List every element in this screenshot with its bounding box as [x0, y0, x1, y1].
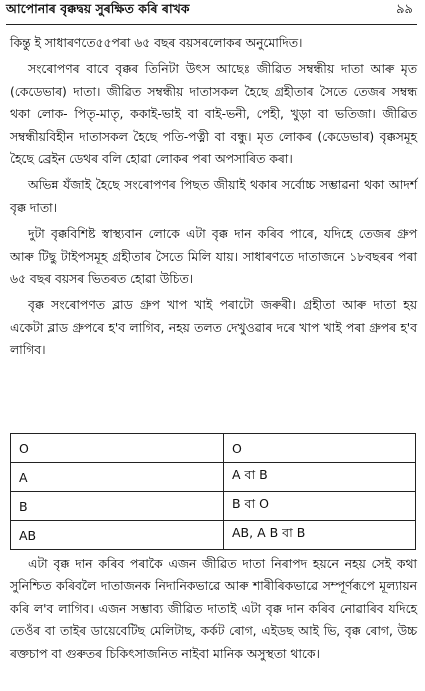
table-cell: A বা B — [224, 463, 416, 492]
paragraph: এটা বৃক্ক দান কৰিব পৰাকৈ এজন জীৱিত দাতা নিৰাপদ হয়নে নহয় সেই কথা সুনিশ্চিত কৰিবলৈ দাতাজনক নিদানিকভাৱে আৰু শাৰীৰিকভাৱে সম্পূৰ্ণৰূপে মূল্যায়ন কৰি ল'ব লাগিব। এজন সম্ভাব্য জীৱিত দাতাই এটা বৃক্ক দান কৰিব নোৱাৰিব যদিহে তেওঁৰ বা তাইৰ ডায়েবেটিছ মেলিটাছ, কৰ্কট ৰোগ, এইডছ আই ভি, বৃক্ক ৰোগ, উচ্চ ৰক্তচাপ বা গুৰুতৰ চিকিৎসাজনিত নাইবা মানিক অসুস্থতা থাকে। — [10, 557, 417, 661]
table-cell: O — [224, 434, 416, 463]
table-cell: A — [11, 463, 224, 492]
body-text — [10, 32, 417, 366]
paragraph: সংৰোপণৰ বাবে বৃক্কৰ তিনিটা উৎস আছেঃ জীৱিত সম্বন্ধীয় দাতা আৰু মৃত (কেডেভাৰ) দাতা। জীৱিত সম্বন্ধীয় দাতাসকল হৈছে গ্ৰহীতাৰ সৈতে তেজৰ সম্বন্ধ থকা লোক- পিতৃ-মাতৃ, ককাই-ভাই বা বাই-ভনী, পেহী, খুড়া বা ভতিজা। জীৱিত সম্বন্ধীয়বিহীন দাতাসকল হৈছে পতি-পত্নী বা বন্ধু। মৃত লোকৰ (কেডেভাৰ) বৃক্কসমূহ হৈছে ব্ৰেইন ডেথৰ বলি হোৱা লোকৰ পৰা অপসাৰিত কৰা। — [10, 62, 417, 167]
blood-group-table — [10, 433, 416, 550]
table-row — [11, 463, 416, 492]
table-row — [11, 521, 416, 550]
table-cell: AB, A B বা B — [224, 521, 416, 550]
page-number: ৯৯ — [396, 2, 413, 17]
table-cell: O — [11, 434, 224, 463]
table-cell: B বা O — [224, 492, 416, 521]
paragraph: কিন্তু ই সাধাৰণতে৫৫পৰা ৬৫ বছৰ বয়সৰলোকৰ অনুমোদিত। — [10, 36, 303, 50]
page-header — [6, 2, 417, 25]
closing-text — [10, 553, 417, 669]
table-cell: AB — [11, 521, 224, 550]
running-title: আপোনাৰ বৃক্কদ্বয় সুৰক্ষিত কৰি ৰাখক — [6, 1, 190, 16]
table-row — [11, 492, 416, 521]
paragraph: অভিন্ন যঁজাই হৈছে সংৰোপণৰ পিছত জীয়াই থকাৰ সৰ্বোচ্চ সম্ভাৱনা থকা আদৰ্শ বৃক্ক দাতা। — [10, 178, 417, 215]
table-cell: B — [11, 492, 224, 521]
paragraph: দুটা বৃক্কবিশিষ্ট স্বাস্থ্যবান লোকে এটা বৃক্ক দান কৰিব পাৰে, যদিহে তেজৰ গ্ৰুপ আৰু টিছু টাইপসমূহ গ্ৰহীতাৰ সৈতে মিলি যায়। সাধাৰণতে দাতাজনে ১৮বছৰৰ পৰা ৬৫ বছৰ বয়সৰ ভিতৰত হোৱা উচিত। — [10, 227, 417, 287]
table-row — [11, 434, 416, 463]
paragraph: বৃক্ক সংৰোপণত ব্লাড গ্ৰুপ খাপ খাই পৰাটো জৰুৰী। গ্ৰহীতা আৰু দাতা হয় একেটা ব্লাড গ্ৰুপৰে হ'ব লাগিব, নহয় তলত দেখুওৱাৰ দৰে খাপ খাই পৰা গ্ৰুপৰ হ'ব লাগিব। — [10, 298, 417, 358]
